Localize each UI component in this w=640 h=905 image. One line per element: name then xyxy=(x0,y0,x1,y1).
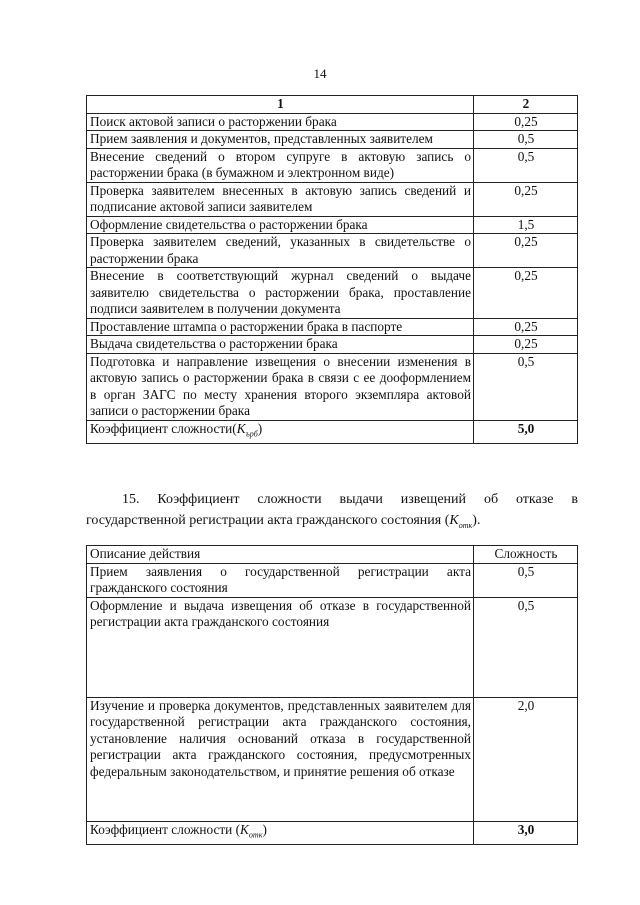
column-header: 1 xyxy=(87,96,474,114)
total-value: 3,0 xyxy=(474,821,578,844)
action-description: Оформление и выдача извещения об отказе в государственной регистрации акта гражданского состояния xyxy=(87,597,474,697)
action-description: Изучение и проверка документов, представленных заявителем для государственной регистрации акта гражданского состояния, установление наличия оснований отказа в государственной регистрации акта гражданского состояния, предусмотренных федеральным законодательством, и принятие решения об отказе xyxy=(87,697,474,821)
action-description: Проверка заявителем сведений, указанных в свидетельстве о расторжении брака xyxy=(87,234,474,268)
complexity-table-divorce xyxy=(86,95,578,444)
complexity-value: 0,5 xyxy=(474,148,578,182)
table-header-row xyxy=(87,546,578,564)
action-description: Внесение сведений о втором супруге в актовую запись о расторжении брака (в бумажном и электронном виде) xyxy=(87,148,474,182)
total-value: 5,0 xyxy=(474,420,578,443)
complexity-value: 0,5 xyxy=(474,597,578,697)
table-row xyxy=(87,563,578,597)
action-description: Выдача свидетельства о расторжении брака xyxy=(87,336,474,354)
table-row xyxy=(87,148,578,182)
column-header: Сложность xyxy=(474,546,578,564)
table-header-row xyxy=(87,96,578,114)
total-row xyxy=(87,420,578,443)
complexity-value: 0,5 xyxy=(474,131,578,149)
action-description: Проверка заявителем внесенных в актовую запись сведений и подписание актовой записи заявителем xyxy=(87,182,474,216)
column-header: 2 xyxy=(474,96,578,114)
complexity-value: 1,5 xyxy=(474,216,578,234)
table-row xyxy=(87,182,578,216)
table-row xyxy=(87,597,578,697)
action-description: Прием заявления и документов, представленных заявителем xyxy=(87,131,474,149)
action-description: Поиск актовой записи о расторжении брака xyxy=(87,113,474,131)
total-label: Коэффициент $сложности(K_{ърб})$ xyxy=(87,420,474,443)
page-number: 14 xyxy=(313,66,327,81)
complexity-value: 0,5 xyxy=(474,353,578,420)
table-row xyxy=(87,697,578,821)
action-description: Оформление свидетельства о расторжении брака xyxy=(87,216,474,234)
complexity-table-refusal xyxy=(86,545,578,845)
action-description: Прием заявления о государственной регистрации акта гражданского состояния xyxy=(87,563,474,597)
action-description: Подготовка и направление извещения о внесении изменения в актовую запись о расторжении брака в связи с ее дооформлением в орган ЗАГС по месту хранения второго экземпляра актовой записи о расторжении брака xyxy=(87,353,474,420)
total-row xyxy=(87,821,578,844)
complexity-value: 0,25 xyxy=(474,268,578,319)
table-row xyxy=(87,318,578,336)
total-label: Коэффициент сложности $(K_{отк})$ xyxy=(87,821,474,844)
table-row xyxy=(87,234,578,268)
complexity-value: 0,25 xyxy=(474,182,578,216)
complexity-value: 0,25 xyxy=(474,336,578,354)
complexity-value: 2,0 xyxy=(474,697,578,821)
complexity-value: 0,5 xyxy=(474,563,578,597)
complexity-value: 0,25 xyxy=(474,318,578,336)
complexity-value: 0,25 xyxy=(474,113,578,131)
complexity-value: 0,25 xyxy=(474,234,578,268)
section-paragraph: 15. Коэффициент сложности выдачи извещений об отказе в государственной регистрации акта гражданского состояния $(K_{отк})$. xyxy=(86,492,578,530)
action-description: Проставление штампа о расторжении брака в паспорте xyxy=(87,318,474,336)
table-row xyxy=(87,131,578,149)
table-row xyxy=(87,353,578,420)
table-row xyxy=(87,113,578,131)
column-header: Описание действия xyxy=(87,546,474,564)
table-row xyxy=(87,216,578,234)
table-row xyxy=(87,336,578,354)
table-row xyxy=(87,268,578,319)
action-description: Внесение в соответствующий журнал сведений о выдаче заявителю свидетельства о расторжении брака, проставление подписи заявителем в получении документа xyxy=(87,268,474,319)
